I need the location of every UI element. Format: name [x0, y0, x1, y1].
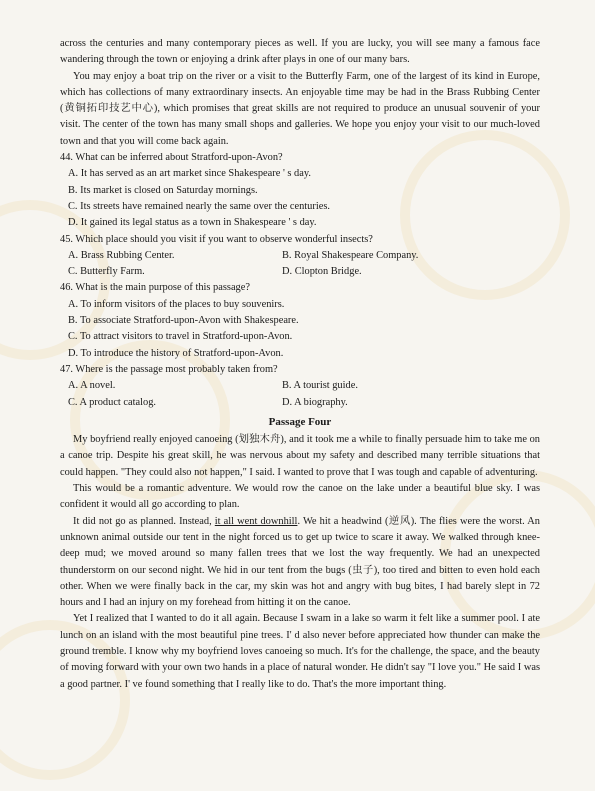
- question-47: [60, 362, 540, 411]
- question-45: [60, 232, 540, 281]
- option-a: A. It has served as an art market since Shakespeare ' s day.: [68, 168, 311, 180]
- question-stem: 45. Which place should you visit if you want to observe wonderful insects?: [60, 233, 373, 245]
- option-c: C. To attract visitors to travel in Stratford-upon-Avon.: [68, 331, 293, 343]
- option-b: B. A tourist guide.: [282, 380, 358, 392]
- question-stem: 47. Where is the passage most probably taken from?: [60, 363, 278, 375]
- passage4-paragraph: [60, 514, 540, 612]
- option-a: A. To inform visitors of the places to buy souvenirs.: [68, 298, 285, 310]
- option-b: B. To associate Stratford-upon-Avon with Shakespeare.: [68, 315, 299, 327]
- passage4-paragraph: Yet I realized that I wanted to do it all again. Because I swam in a lake so warm it felt like a summer pool. I ate lunch on an island with the most beautiful pine trees. I' d also never before appreciated how thunder can make the ground tremble. I know why my boyfriend loves canoeing so much. It's for the challenge, the space, and the beauty of moving forward with your own two hands in a place of natural wonder. He didn't say "I love you." He said I was a good partner. I' ve found something that I really like to do. That's the more important thing.: [60, 613, 540, 690]
- option-b: B. Its market is closed on Saturday mornings.: [68, 184, 258, 196]
- option-d: D. It gained its legal status as a town in Shakespeare ' s day.: [68, 217, 317, 229]
- passage-title: Passage Four: [268, 415, 332, 428]
- page-content: [60, 36, 540, 693]
- passage4-paragraph: My boyfriend really enjoyed canoeing (划独木舟), and it took me a while to finally persuade him to take me on a canoe trip. Despite his great skill, he was nervous about my safety and described many terrible situations that could happen. "They could also not happen," I said. I wanted to prove that I was tough and capable of adventuring.: [60, 434, 540, 478]
- text-run: It did not go as planned. Instead,: [73, 515, 215, 527]
- option-d: D. To introduce the history of Stratford-upon-Avon.: [68, 347, 284, 359]
- text-run: . We hit a headwind (逆风). The flies were the worst. An unknown animal outside our tent in the night forced us to get up twice to scare it away. We walked through knee-deep mud; we moved around so many fallen trees that we lost the way frequently. We had an unexpected thunderstorm on our second night. We hid in our tent from the bugs (虫子), too tired and bitten to even hold each other. When we were finally back in the car, my skin was hot and angry with bug bites, I had barely slept in 72 hours and I had an injury on my forehead from hitting it on the canoe.: [60, 515, 540, 609]
- option-a: A. Brass Rubbing Center.: [68, 249, 175, 261]
- option-row: [60, 248, 540, 264]
- question-46: [60, 280, 540, 361]
- option-c: C. A product catalog.: [68, 396, 157, 408]
- option-d: D. A biography.: [282, 396, 348, 408]
- passage3-paragraph: You may enjoy a boat trip on the river or a visit to the Butterfly Farm, one of the largest of its kind in Europe, which has collections of many extraordinary insects. An enjoyable time may be had in the Brass Rubbing Center (黄铜拓印技艺中心), which promises that great skills are not required to produce an unusual souvenir of your visit. The center of the town has many small shops and galleries. We hope you enjoy your visit to our much-loved town and that you will come back again.: [60, 70, 540, 147]
- question-44: [60, 150, 540, 231]
- option-a: A. A novel.: [68, 380, 116, 392]
- question-stem: 46. What is the main purpose of this passage?: [60, 282, 250, 294]
- passage3-paragraph: across the centuries and many contemporary pieces as well. If you are lucky, you will see many a famous face wandering through the town or enjoying a drink after plays in one of our many bars.: [60, 38, 540, 66]
- passage4-paragraph: This would be a romantic adventure. We would row the canoe on the lake under a beautiful blue sky. I was confident it would all go according to plan.: [60, 483, 540, 511]
- option-row: [60, 264, 540, 280]
- option-row: [60, 395, 540, 411]
- option-d: D. Clopton Bridge.: [282, 266, 362, 278]
- question-stem: 44. What can be inferred about Stratford-upon-Avon?: [60, 152, 283, 164]
- option-c: C. Its streets have remained nearly the same over the centuries.: [68, 200, 330, 212]
- underlined-phrase: it all went downhill: [214, 515, 298, 527]
- option-row: [60, 378, 540, 394]
- option-b: B. Royal Shakespeare Company.: [282, 249, 419, 261]
- option-c: C. Butterfly Farm.: [68, 266, 145, 278]
